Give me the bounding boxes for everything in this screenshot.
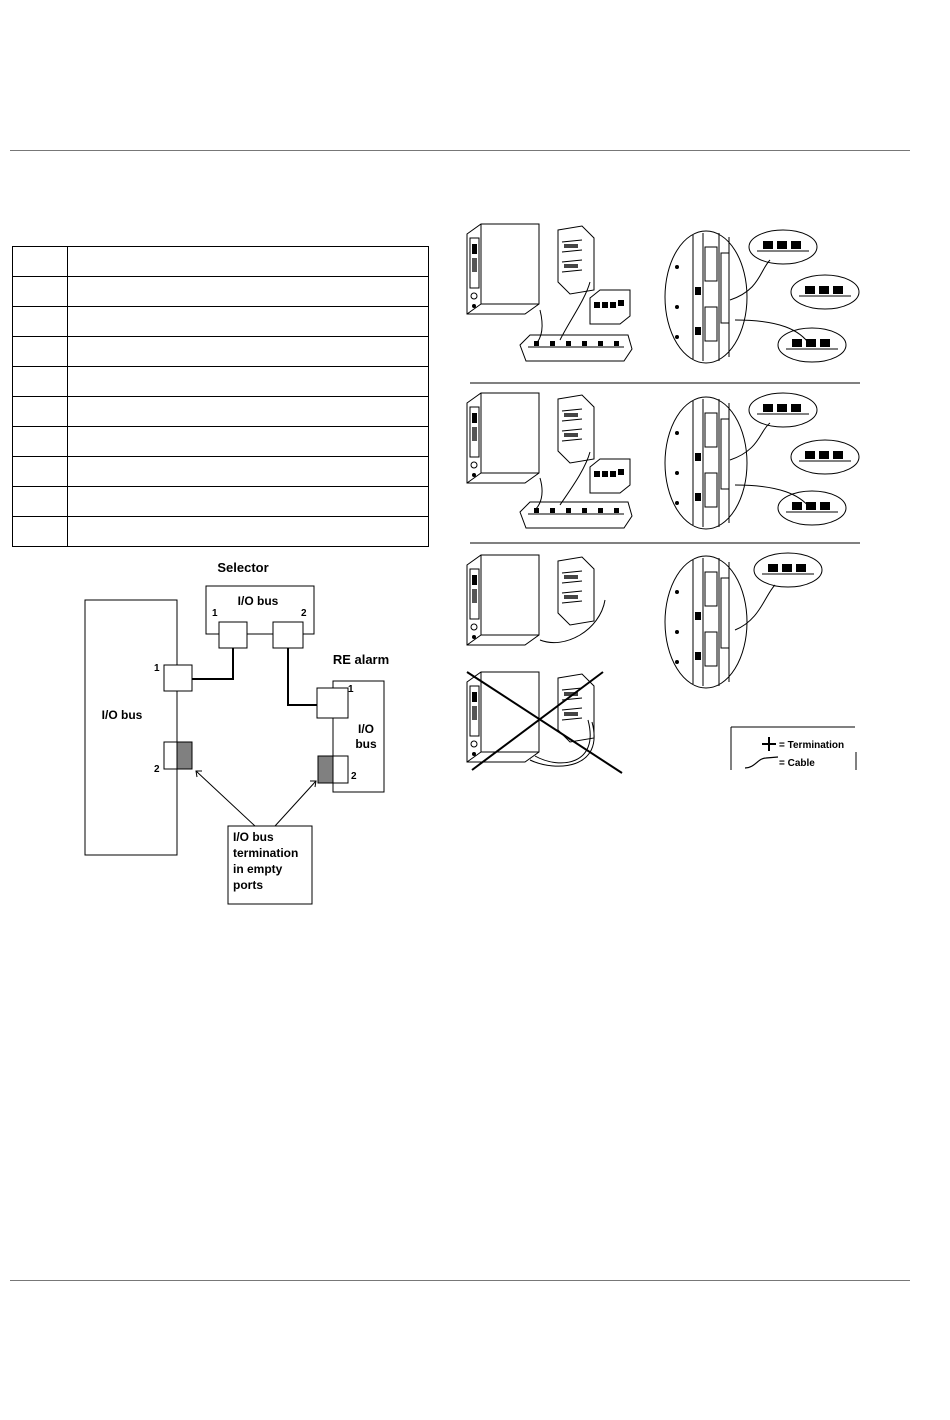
illus-row2-panel [558,395,594,463]
illus-row1-rail [520,335,632,361]
selector-label: Selector [217,560,269,575]
cable-icon [745,757,778,768]
re-bus-line2: bus [355,737,377,751]
illus-row1-zoom-c [778,328,846,362]
selector-port2-label: 2 [301,608,307,619]
termination-icon [762,737,776,751]
illus-row2-unit [467,393,539,483]
illus-row1-block [590,290,630,324]
re-port1-label: 1 [348,684,354,695]
legend-termination: = Termination [779,740,845,751]
illus-row1-zoom-b [791,275,859,309]
re-alarm-label: RE alarm [332,652,390,667]
illus-row1-rack [665,231,747,363]
callout-line-3: in empty [233,862,283,876]
re-port2-label: 2 [351,771,357,782]
illus-row2-zoom-c [778,491,846,525]
illus-row3-unit [467,555,539,645]
callout-line-2: termination [233,846,299,860]
illus-row2-block [590,459,630,493]
legend-cable: = Cable [779,758,815,769]
illus-row1-zoom-a [749,230,817,264]
illus-row3-panel [558,557,594,625]
selector-bus-label: I/O bus [237,594,279,608]
illus-row3-rack [665,556,747,688]
illus-row1-panel [558,226,594,294]
illus-row4-unit [467,672,539,762]
illus-row2-zoom-b [791,440,859,474]
illus-row2-rail [520,502,632,528]
illus-row1-unit [467,224,539,314]
main-port2-label: 2 [154,764,160,775]
main-port1-label: 1 [154,663,160,674]
re-bus-line1: I/O [357,722,375,736]
illus-row2-zoom-a [749,393,817,427]
selector-port1-label: 1 [212,608,218,619]
main-bus-label: I/O bus [101,708,143,722]
illus-row3-zoom [754,553,822,587]
callout-line-4: ports [233,878,263,892]
illus-row4-panel [558,674,594,742]
illus-row2-rack [665,397,747,529]
callout-line-1: I/O bus [233,830,274,844]
